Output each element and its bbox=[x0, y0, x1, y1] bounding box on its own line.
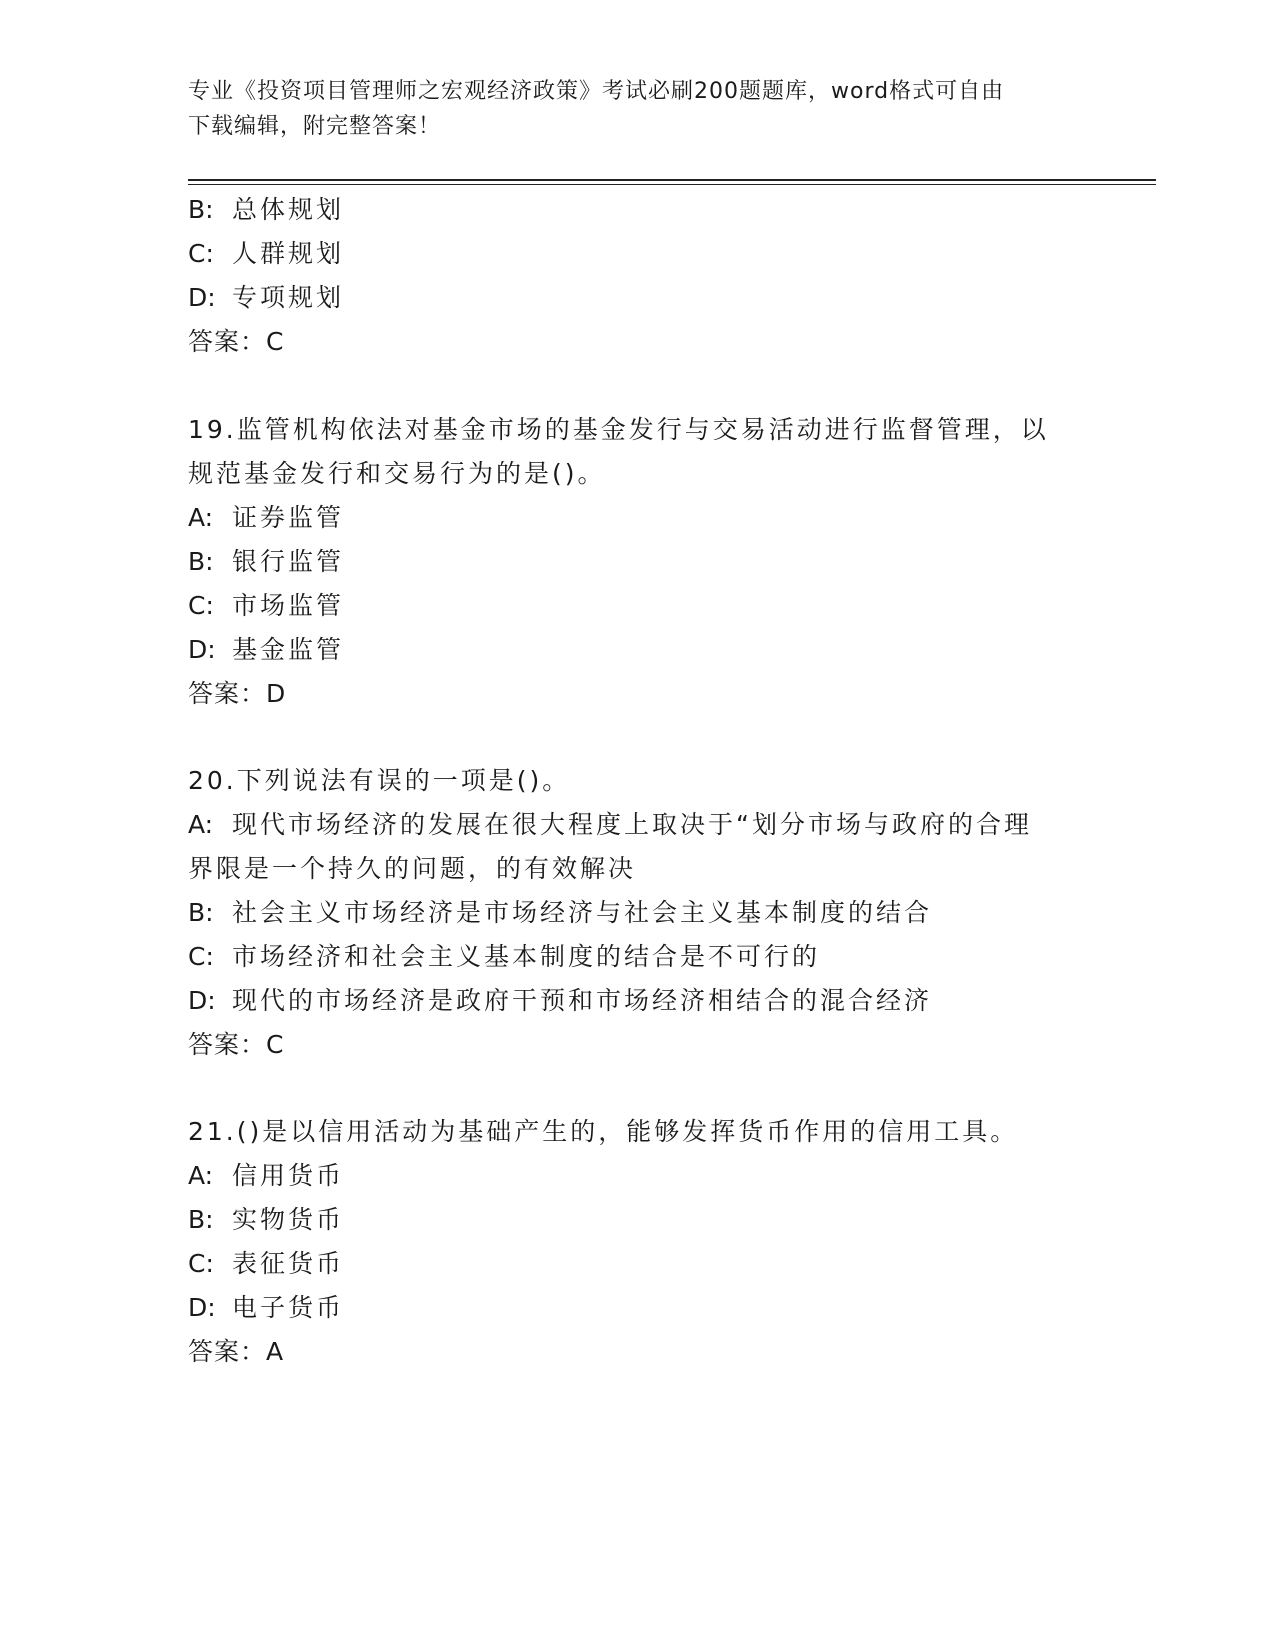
q21-stem: 21.()是以信用活动为基础产生的，能够发挥货币作用的信用工具。 bbox=[188, 1117, 1019, 1146]
option-key: B: bbox=[188, 1205, 214, 1234]
option-key: C: bbox=[188, 239, 214, 268]
option-key: B: bbox=[188, 898, 214, 927]
header-line-2: 下载编辑，附完整答案！ bbox=[188, 114, 442, 139]
option-key: A: bbox=[188, 810, 214, 839]
option-text: 社会主义市场经济是市场经济与社会主义基本制度的结合 bbox=[232, 898, 933, 927]
header-line-1: 专业《投资项目管理师之宏观经济政策》考试必刷200题题库，word格式可自由 bbox=[188, 79, 1005, 104]
q21-option-a bbox=[188, 1159, 344, 1193]
q19-option-b bbox=[188, 545, 344, 579]
q18-option-d bbox=[188, 281, 344, 315]
q20-stem: 20.下列说法有误的一项是()。 bbox=[188, 766, 571, 795]
q20-option-a bbox=[188, 808, 1032, 842]
option-text: 证券监管 bbox=[232, 503, 345, 532]
q20-option-b bbox=[188, 896, 932, 930]
q19-stem-line-1: 19.监管机构依法对基金市场的基金发行与交易活动进行监督管理，以 bbox=[188, 415, 1049, 444]
option-key: C: bbox=[188, 1249, 214, 1278]
option-key: D: bbox=[188, 283, 216, 312]
q21-option-c bbox=[188, 1247, 344, 1281]
option-text: 实物货币 bbox=[232, 1205, 345, 1234]
option-key: D: bbox=[188, 635, 216, 664]
option-key: A: bbox=[188, 1161, 214, 1190]
q21-answer: 答案：A bbox=[188, 1337, 285, 1366]
q19-stem-line-2: 规范基金发行和交易行为的是()。 bbox=[188, 459, 606, 488]
option-key: C: bbox=[188, 942, 214, 971]
option-key: B: bbox=[188, 547, 214, 576]
option-key: C: bbox=[188, 591, 214, 620]
q19-option-d bbox=[188, 633, 344, 667]
q20-answer: 答案：C bbox=[188, 1030, 285, 1059]
q21-option-b bbox=[188, 1203, 344, 1237]
option-text: 信用货币 bbox=[232, 1161, 345, 1190]
option-text: 现代的市场经济是政府干预和市场经济相结合的混合经济 bbox=[232, 986, 933, 1015]
option-text: 基金监管 bbox=[232, 635, 345, 664]
option-text: 市场经济和社会主义基本制度的结合是不可行的 bbox=[232, 942, 821, 971]
q20-option-c bbox=[188, 940, 820, 974]
q18-option-c bbox=[188, 237, 344, 271]
q18-answer: 答案：C bbox=[188, 327, 285, 356]
option-key: D: bbox=[188, 986, 216, 1015]
header-divider-thin bbox=[188, 184, 1156, 185]
document-header bbox=[188, 74, 1088, 144]
option-key: B: bbox=[188, 195, 214, 224]
option-text: 总体规划 bbox=[232, 195, 345, 224]
q20-option-a-continued: 界限是一个持久的问题，的有效解决 bbox=[188, 854, 637, 883]
option-key: D: bbox=[188, 1293, 216, 1322]
option-key: A: bbox=[188, 503, 214, 532]
header-divider-thick bbox=[188, 179, 1156, 181]
q21-option-d bbox=[188, 1291, 344, 1325]
option-text: 银行监管 bbox=[232, 547, 345, 576]
option-text: 专项规划 bbox=[232, 283, 345, 312]
option-text: 电子货币 bbox=[232, 1293, 345, 1322]
q19-option-a bbox=[188, 501, 344, 535]
option-text: 人群规划 bbox=[232, 239, 345, 268]
option-text: 现代市场经济的发展在很大程度上取决于“划分市场与政府的合理 bbox=[232, 810, 1032, 839]
option-text: 表征货币 bbox=[232, 1249, 345, 1278]
q19-answer: 答案：D bbox=[188, 679, 287, 708]
q20-option-d bbox=[188, 984, 932, 1018]
q18-option-b bbox=[188, 193, 344, 227]
option-text: 市场监管 bbox=[232, 591, 345, 620]
q19-option-c bbox=[188, 589, 344, 623]
